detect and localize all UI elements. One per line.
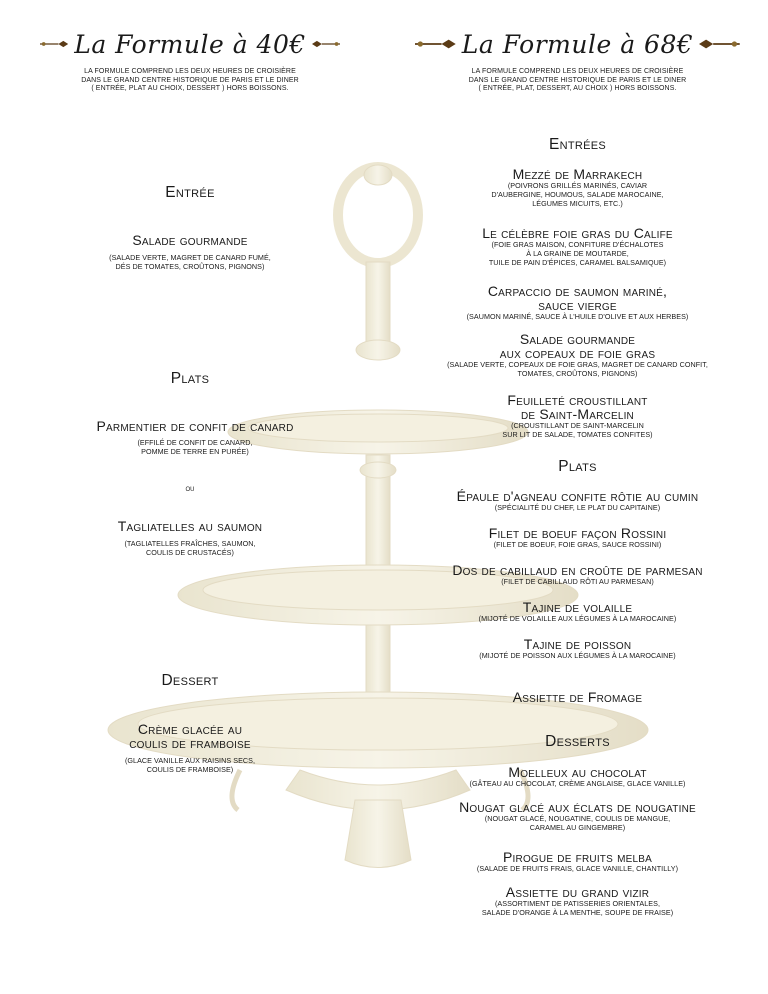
dish-name: Épaule d'agneau confite rôtie au cumin (456, 488, 699, 504)
menu-item (395, 489, 760, 512)
ornament-right-icon (312, 37, 340, 51)
dish-name: Le célèbre foie gras du Calife (482, 225, 673, 241)
menu-item (40, 722, 340, 774)
dish-description: (SALADE VERTE, COPEAUX DE FOIE GRAS, MAGRET DE CANARD CONFIT, TOMATES, CROÛTONS, PIGNONS) (447, 360, 708, 378)
menu-item (385, 563, 768, 586)
dish-name: Pirogue de fruits melba (503, 849, 652, 865)
dish-name: Feuilleté croustillant de Saint-Marcelin (507, 392, 648, 422)
dish-name: Parmentier de confit de canard (96, 418, 294, 434)
dish-description: (GÂTEAU AU CHOCOLAT, CRÈME ANGLAISE, GLACE VANILLE) (469, 779, 686, 788)
desserts-heading: Desserts (545, 733, 610, 750)
dish-description: (POIVRONS GRILLÉS MARINÉS, CAVIAR D'AUBERGINE, HOUMOUS, SALADE MAROCAINE, LÉGUMES MICUITS, ETC.) (491, 181, 664, 208)
dish-name: Dos de cabillaud en croûte de parmesan (452, 562, 703, 578)
formule-40-title: La Formule à 40€ (74, 29, 306, 59)
dish-name: Salade gourmande (132, 232, 248, 248)
ornament-left-icon (415, 37, 456, 51)
dish-description: (ASSORTIMENT DE PATISSERIES ORIENTALES, SALADE D'ORANGE À LA MENTHE, SOUPE DE FRAISE) (481, 899, 674, 917)
dish-description: (GLACE VANILLE AUX RAISINS SECS, COULIS DE FRAMBOISE) (124, 756, 256, 774)
menu-item (20, 419, 370, 456)
dish-name: Moelleux au chocolat (508, 764, 647, 780)
menu-item (395, 800, 760, 832)
menu-item (40, 233, 340, 271)
dessert-heading: Dessert (161, 672, 219, 689)
plats-heading: Plats (170, 370, 210, 387)
cheese-plate: Assiette de Fromage (512, 689, 643, 705)
menu-item (415, 885, 740, 917)
formule-68-header (415, 14, 740, 74)
dish-description: (MIJOTÉ DE POISSON AUX LÉGUMES À LA MAROCAINE) (479, 651, 676, 660)
menu-item (415, 226, 740, 267)
dish-description: (FOIE GRAS MAISON, CONFITURE D'ÉCHALOTES À LA GRAINE DE MOUTARDE, TUILE DE PAIN D'ÉPICES, CARAMEL BALSAMIQUE) (488, 240, 667, 267)
menu-item (395, 332, 760, 378)
dish-name: Tajine de poisson (523, 636, 632, 652)
entree-heading: Entrée (165, 184, 215, 201)
dish-name: Mezzé de Marrakech (512, 166, 643, 182)
dish-description: (SALADE VERTE, MAGRET DE CANARD FUMÉ, DÉS DE TOMATES, CROÛTONS, PIGNONS) (109, 253, 271, 271)
dish-description: (CROUSTILLANT DE SAINT-MARCELIN SUR LIT DE SALADE, TOMATES CONFITES) (502, 421, 653, 439)
menu-item (415, 850, 740, 873)
menu-item (40, 519, 340, 557)
dish-description: (EFFILÉ DE CONFIT DE CANARD, POMME DE TERRE EN PURÉE) (137, 438, 253, 456)
dish-name: Tajine de volaille (522, 599, 633, 615)
menu-item (415, 765, 740, 788)
dish-description: (FILET DE BOEUF, FOIE GRAS, SAUCE ROSSINI) (493, 540, 662, 549)
or-separator: ou (185, 483, 195, 493)
entrees-heading: Entrées (548, 136, 607, 153)
dish-description: (SALADE DE FRUITS FRAIS, GLACE VANILLE, CHANTILLY) (476, 864, 679, 873)
menu-item (415, 526, 740, 549)
dish-name: Carpaccio de saumon mariné, sauce vierge (487, 283, 668, 313)
dish-name: Salade gourmande aux copeaux de foie gras (499, 331, 656, 361)
ornament-right-icon (699, 37, 740, 51)
formule-40-header (40, 14, 340, 74)
dish-description: (SPÉCIALITÉ DU CHEF, LE PLAT DU CAPITAINE) (494, 503, 661, 512)
dish-description: (TAGLIATELLES FRAÎCHES, SAUMON, COULIS DE CRUSTACÉS) (124, 539, 256, 557)
dish-name: Filet de boeuf façon Rossini (488, 525, 667, 541)
dish-description: (MIJOTÉ DE VOLAILLE AUX LÉGUMES À LA MAROCAINE) (478, 614, 677, 623)
formule-68-title: La Formule à 68€ (461, 29, 694, 59)
formule-40-intro: LA FORMULE COMPREND LES DEUX HEURES DE CROISIÈRE DANS LE GRAND CENTRE HISTORIQUE DE PARIS ET LE DINER ( ENTRÉE, PLAT AU CHOIX, DESSERT ) HORS BOISSONS. (81, 68, 299, 92)
dish-description: (FILET DE CABILLAUD RÔTI AU PARMESAN) (501, 577, 654, 586)
ornament-left-icon (40, 37, 68, 51)
menu-item (415, 167, 740, 208)
dish-description: (SAUMON MARINÉ, SAUCE À L'HUILE D'OLIVE ET AUX HERBES) (466, 312, 689, 321)
menu-item (395, 284, 760, 321)
dish-name: Nougat glacé aux éclats de nougatine (459, 799, 696, 815)
menu-item (415, 637, 740, 660)
formule-40-column (40, 0, 340, 774)
menu-item (415, 393, 740, 439)
dish-name: Tagliatelles au saumon (117, 518, 263, 534)
menu-item (415, 600, 740, 623)
formule-68-column (415, 0, 740, 917)
dish-description: (NOUGAT GLACÉ, NOUGATINE, COULIS DE MANGUE, CARAMEL AU GINGEMBRE) (484, 814, 671, 832)
dish-name: Assiette du grand vizir (505, 884, 650, 900)
formule-68-intro: LA FORMULE COMPREND LES DEUX HEURES DE CROISIÈRE DANS LE GRAND CENTRE HISTORIQUE DE PARIS ET LE DINER ( ENTRÉE, PLAT, DESSERT, AU CHOIX ) HORS BOISSONS. (468, 68, 687, 92)
plats-heading: Plats (558, 458, 597, 475)
dish-name: Crème glacée au coulis de framboise (129, 721, 251, 751)
